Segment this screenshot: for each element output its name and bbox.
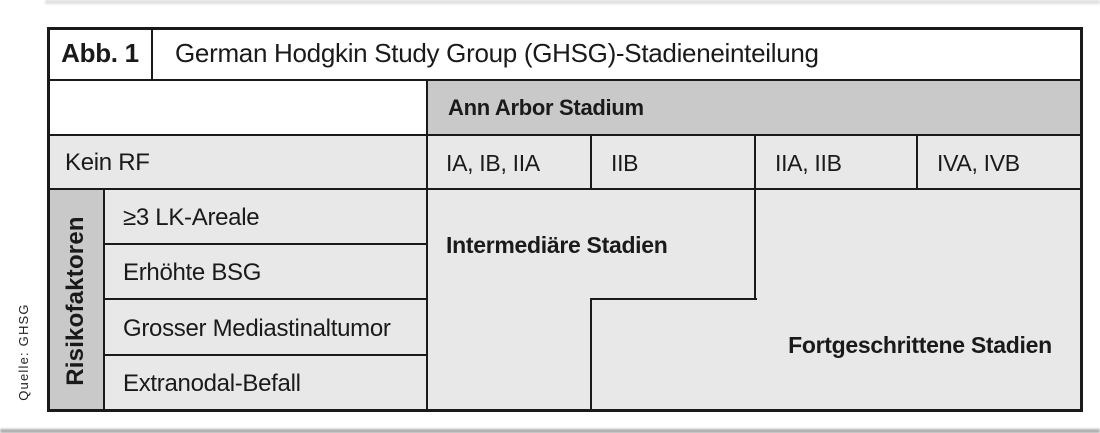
grid-line-outer-right xyxy=(1080,27,1083,412)
grid-line-abb-divider xyxy=(151,27,153,80)
grid-line-stage1-divider xyxy=(590,134,592,190)
grid-line-stage3-divider xyxy=(916,134,918,190)
grid-line-header-bottom xyxy=(47,134,1083,136)
figure-number: Abb. 1 xyxy=(61,38,139,68)
column-group-header: Ann Arbor Stadium xyxy=(448,95,644,120)
crop-artifact-bottom xyxy=(0,429,1100,433)
staging-table xyxy=(47,27,1083,412)
grid-line-stage2-divider xyxy=(754,134,756,300)
figure-title: German Hodgkin Study Group (GHSG)-Stadieneinteilung xyxy=(175,38,819,68)
risk-factor-item: Extranodal-Befall xyxy=(123,370,301,397)
grid-line-risk-row3 xyxy=(103,354,428,356)
no-riskfactor-label: Kein RF xyxy=(65,149,150,176)
grid-line-title-bottom xyxy=(47,79,1083,81)
risk-factor-item: ≥3 LK-Areale xyxy=(123,203,260,231)
risk-factors-group-label xyxy=(47,190,105,412)
grid-line-step-vertical xyxy=(590,298,592,412)
crop-artifact-top xyxy=(45,0,1100,4)
grid-line-region-step xyxy=(590,298,757,300)
risk-factor-item: Erhöhte BSG xyxy=(123,259,262,286)
grid-line-risk-row1 xyxy=(103,243,428,245)
grid-line-outer-bottom xyxy=(47,409,1083,412)
grid-line-keinrf-bottom xyxy=(47,188,1083,190)
advanced-stages-region-label: Fortgeschrittene Stadien xyxy=(788,331,1052,358)
stage-cell-iia-iib: IIA, IIB xyxy=(775,149,842,176)
source-credit: Quelle: GHSG xyxy=(16,303,31,401)
stage-cell-iib: IIB xyxy=(611,149,639,176)
grid-line-outer-top xyxy=(47,27,1083,30)
risk-factors-group-label-text: Risikofaktoren xyxy=(62,216,90,386)
intermediate-stages-region-label: Intermediäre Stadien xyxy=(446,232,668,258)
risk-factor-item: Grosser Mediastinaltumor xyxy=(123,314,391,342)
stage-cell-iva-ivb: IVA, IVB xyxy=(937,149,1020,176)
grid-line-risiko-divider xyxy=(103,188,105,412)
grid-line-outer-left xyxy=(47,27,50,412)
stage-cell-early: IA, IB, IIA xyxy=(446,149,540,176)
grid-line-risk-row2 xyxy=(103,298,428,300)
grid-line-main-divider xyxy=(426,79,428,412)
